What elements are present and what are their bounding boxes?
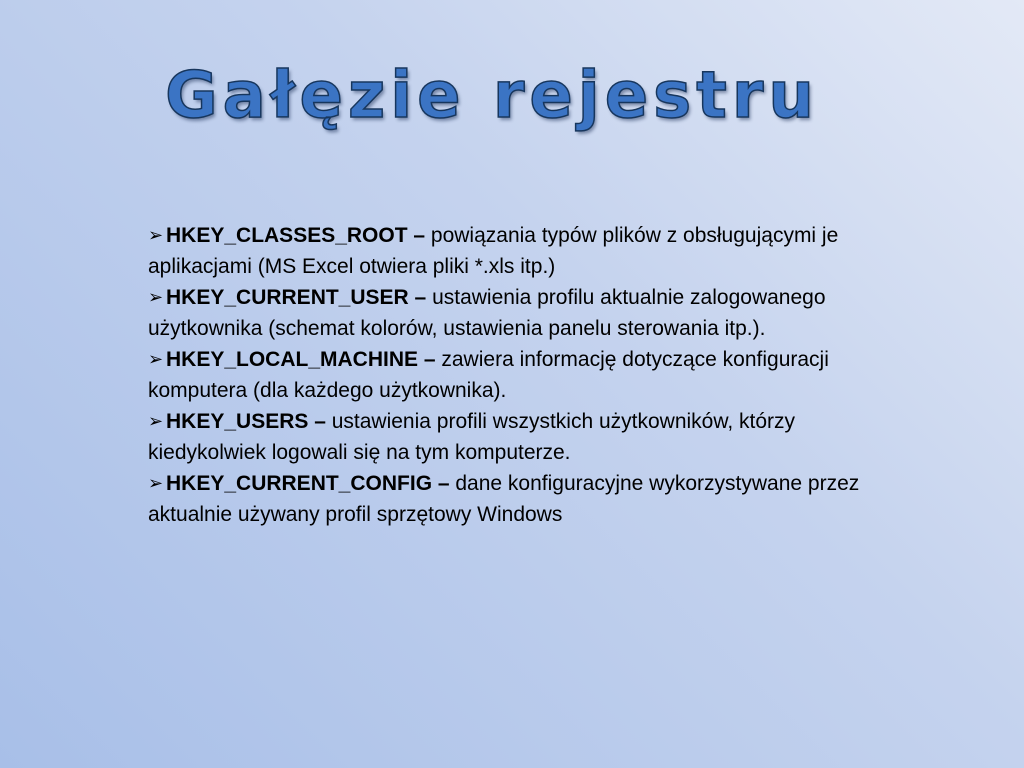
arrow-bullet-icon: ➢ <box>148 349 164 369</box>
registry-key-name: HKEY_CURRENT_USER – <box>166 286 427 309</box>
list-item <box>148 282 868 344</box>
arrow-bullet-icon: ➢ <box>148 473 164 493</box>
arrow-bullet-icon: ➢ <box>148 287 164 307</box>
list-item <box>148 220 868 282</box>
arrow-bullet-icon: ➢ <box>148 411 164 431</box>
registry-key-description: ustawienia profili wszystkich użytkowników, którzy kiedykolwiek logowali się na tym komputerze. <box>148 410 796 464</box>
registry-key-name: HKEY_CLASSES_ROOT – <box>166 224 426 247</box>
registry-key-name: HKEY_CURRENT_CONFIG – <box>166 472 450 495</box>
registry-key-name: HKEY_LOCAL_MACHINE – <box>166 348 436 371</box>
list-item <box>148 468 868 530</box>
list-item <box>148 406 868 468</box>
registry-key-description: powiązania typów plików z obsługującymi je aplikacjami (MS Excel otwiera pliki *.xls itp.) <box>148 224 839 278</box>
registry-key-description: dane konfiguracyjne wykorzystywane przez aktualnie używany profil sprzętowy Windows <box>148 472 860 526</box>
arrow-bullet-icon: ➢ <box>148 225 164 245</box>
registry-key-description: ustawienia profilu aktualnie zalogowanego użytkownika (schemat kolorów, ustawienia panelu sterowania itp.). <box>148 286 826 340</box>
list-item <box>148 344 868 406</box>
registry-key-name: HKEY_USERS – <box>166 410 326 433</box>
slide-title: Gałęzie rejestru <box>165 59 819 133</box>
registry-key-description: zawiera informację dotyczące konfiguracji komputera (dla każdego użytkownika). <box>148 348 829 402</box>
bullet-list <box>148 220 868 530</box>
